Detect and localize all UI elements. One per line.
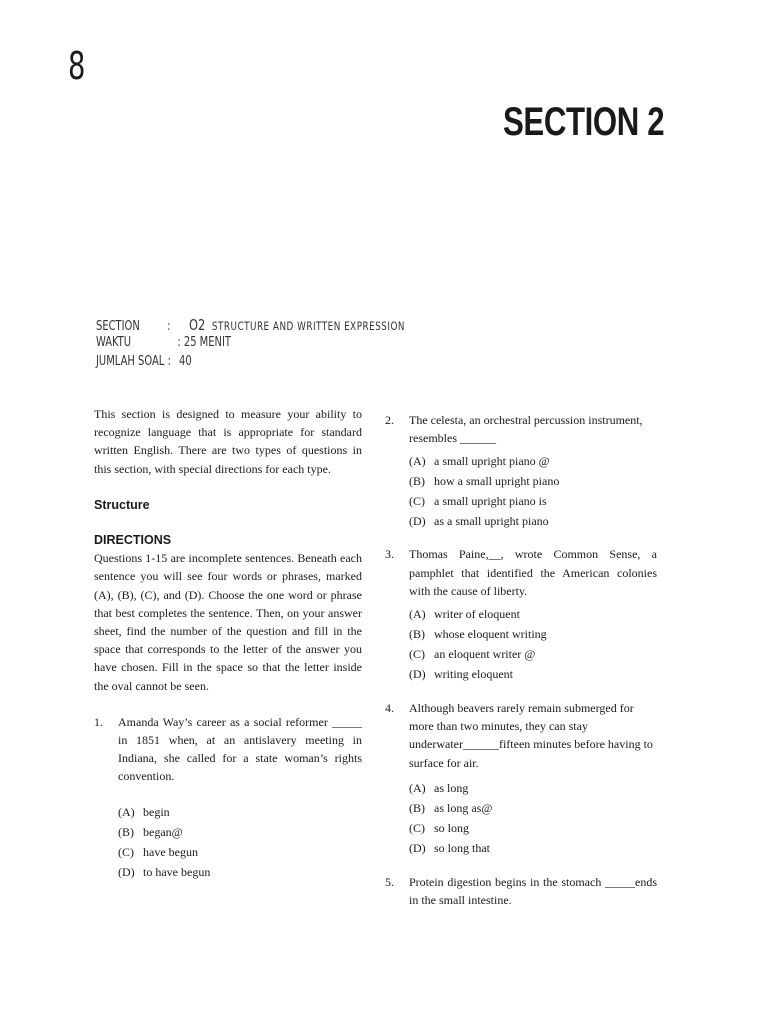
page-number: 8: [68, 44, 86, 88]
question-number: 3.: [385, 547, 394, 562]
question-text: Thomas Paine,__, wrote Common Sense, a pamphlet that identified the American colonies with the cause of liberty.: [409, 547, 657, 598]
option-a[interactable]: (A) begin: [118, 804, 170, 819]
meta-count-row: [96, 354, 192, 369]
meta-time-label: WAKTU: [96, 335, 132, 350]
question-number: 4.: [385, 701, 394, 716]
right-column: [385, 411, 657, 909]
options-list: [409, 604, 657, 684]
meta-section-code: O2: [189, 316, 206, 334]
question-text: Amanda Way’s career as a social reformer _____ in 1851 when, at an antislavery meeting in Indiana, she called for a state woman’s rights convention.: [118, 714, 362, 784]
meta-section-colon: :: [167, 319, 171, 334]
directions-paragraph: Questions 1-15 are incomplete sentences. Beneath each sentence you will see four words or phrases, marked (A), (B), (C), and (D). Choose the one word or phrase that best completes the sentence. Then, on your answer sheet, find the number of the question and fill in the space that corresponds to the letter of the answer you have chosen. Fill in the space so that the letter inside the oval cannot be seen.: [94, 551, 362, 693]
question-5: [385, 873, 657, 909]
intro-paragraph: This section is designed to measure your ability to recognize language that is appropriate for standard written English. There are two types of questions in this section, with special directions for each type.: [94, 407, 362, 476]
question-number: 1.: [94, 714, 103, 729]
option-a[interactable]: (A) as long: [409, 780, 469, 795]
meta-count-label: JUMLAH SOAL :: [96, 354, 171, 369]
section-heading: SECTION 2: [503, 100, 665, 144]
question-1: [94, 713, 362, 882]
option-b[interactable]: (B) began@: [118, 824, 183, 839]
option-b[interactable]: (B) how a small upright piano: [409, 474, 560, 489]
meta-time-value: : 25 MENIT: [177, 335, 231, 350]
options-list: [409, 451, 657, 531]
option-d[interactable]: (D) writing eloquent: [409, 667, 513, 682]
option-d[interactable]: (D) to have begun: [118, 864, 211, 879]
directions-heading: DIRECTIONS: [94, 533, 172, 548]
options-list: [118, 802, 362, 882]
question-3: [385, 545, 657, 684]
question-text: Although beavers rarely remain submerged for more than two minutes, they can stay underwater______fifteen minutes before having to surface for air.: [409, 701, 653, 770]
options-list: [409, 778, 657, 858]
option-c[interactable]: (C) a small upright piano is: [409, 494, 547, 509]
meta-count-value: 40: [179, 354, 192, 369]
meta-section-row: [96, 316, 405, 334]
question-text: The celesta, an orchestral percussion instrument, resembles ______: [409, 413, 643, 446]
option-c[interactable]: (C) have begun: [118, 844, 198, 859]
option-c[interactable]: (C) so long: [409, 820, 470, 835]
meta-section-label: SECTION: [96, 319, 140, 334]
left-column: [94, 405, 362, 882]
question-2: [385, 411, 657, 531]
meta-section-title: STRUCTURE AND WRITTEN EXPRESSION: [211, 319, 406, 333]
question-number: 2.: [385, 413, 394, 427]
question-4: [385, 699, 657, 858]
option-d[interactable]: (D) so long that: [409, 840, 490, 855]
option-c[interactable]: (C) an eloquent writer @: [409, 647, 536, 662]
option-a[interactable]: (A) a small upright piano @: [409, 454, 550, 469]
question-number: 5.: [385, 874, 394, 889]
option-d[interactable]: (D) as a small upright piano: [409, 514, 549, 529]
option-b[interactable]: (B) as long as@: [409, 800, 493, 815]
question-text: Protein digestion begins in the stomach _____ends in the small intestine.: [409, 874, 657, 908]
structure-heading: Structure: [94, 497, 150, 512]
option-a[interactable]: (A) writer of eloquent: [409, 607, 520, 622]
meta-time-row: [96, 335, 231, 350]
option-b[interactable]: (B) whose eloquent writing: [409, 627, 547, 642]
